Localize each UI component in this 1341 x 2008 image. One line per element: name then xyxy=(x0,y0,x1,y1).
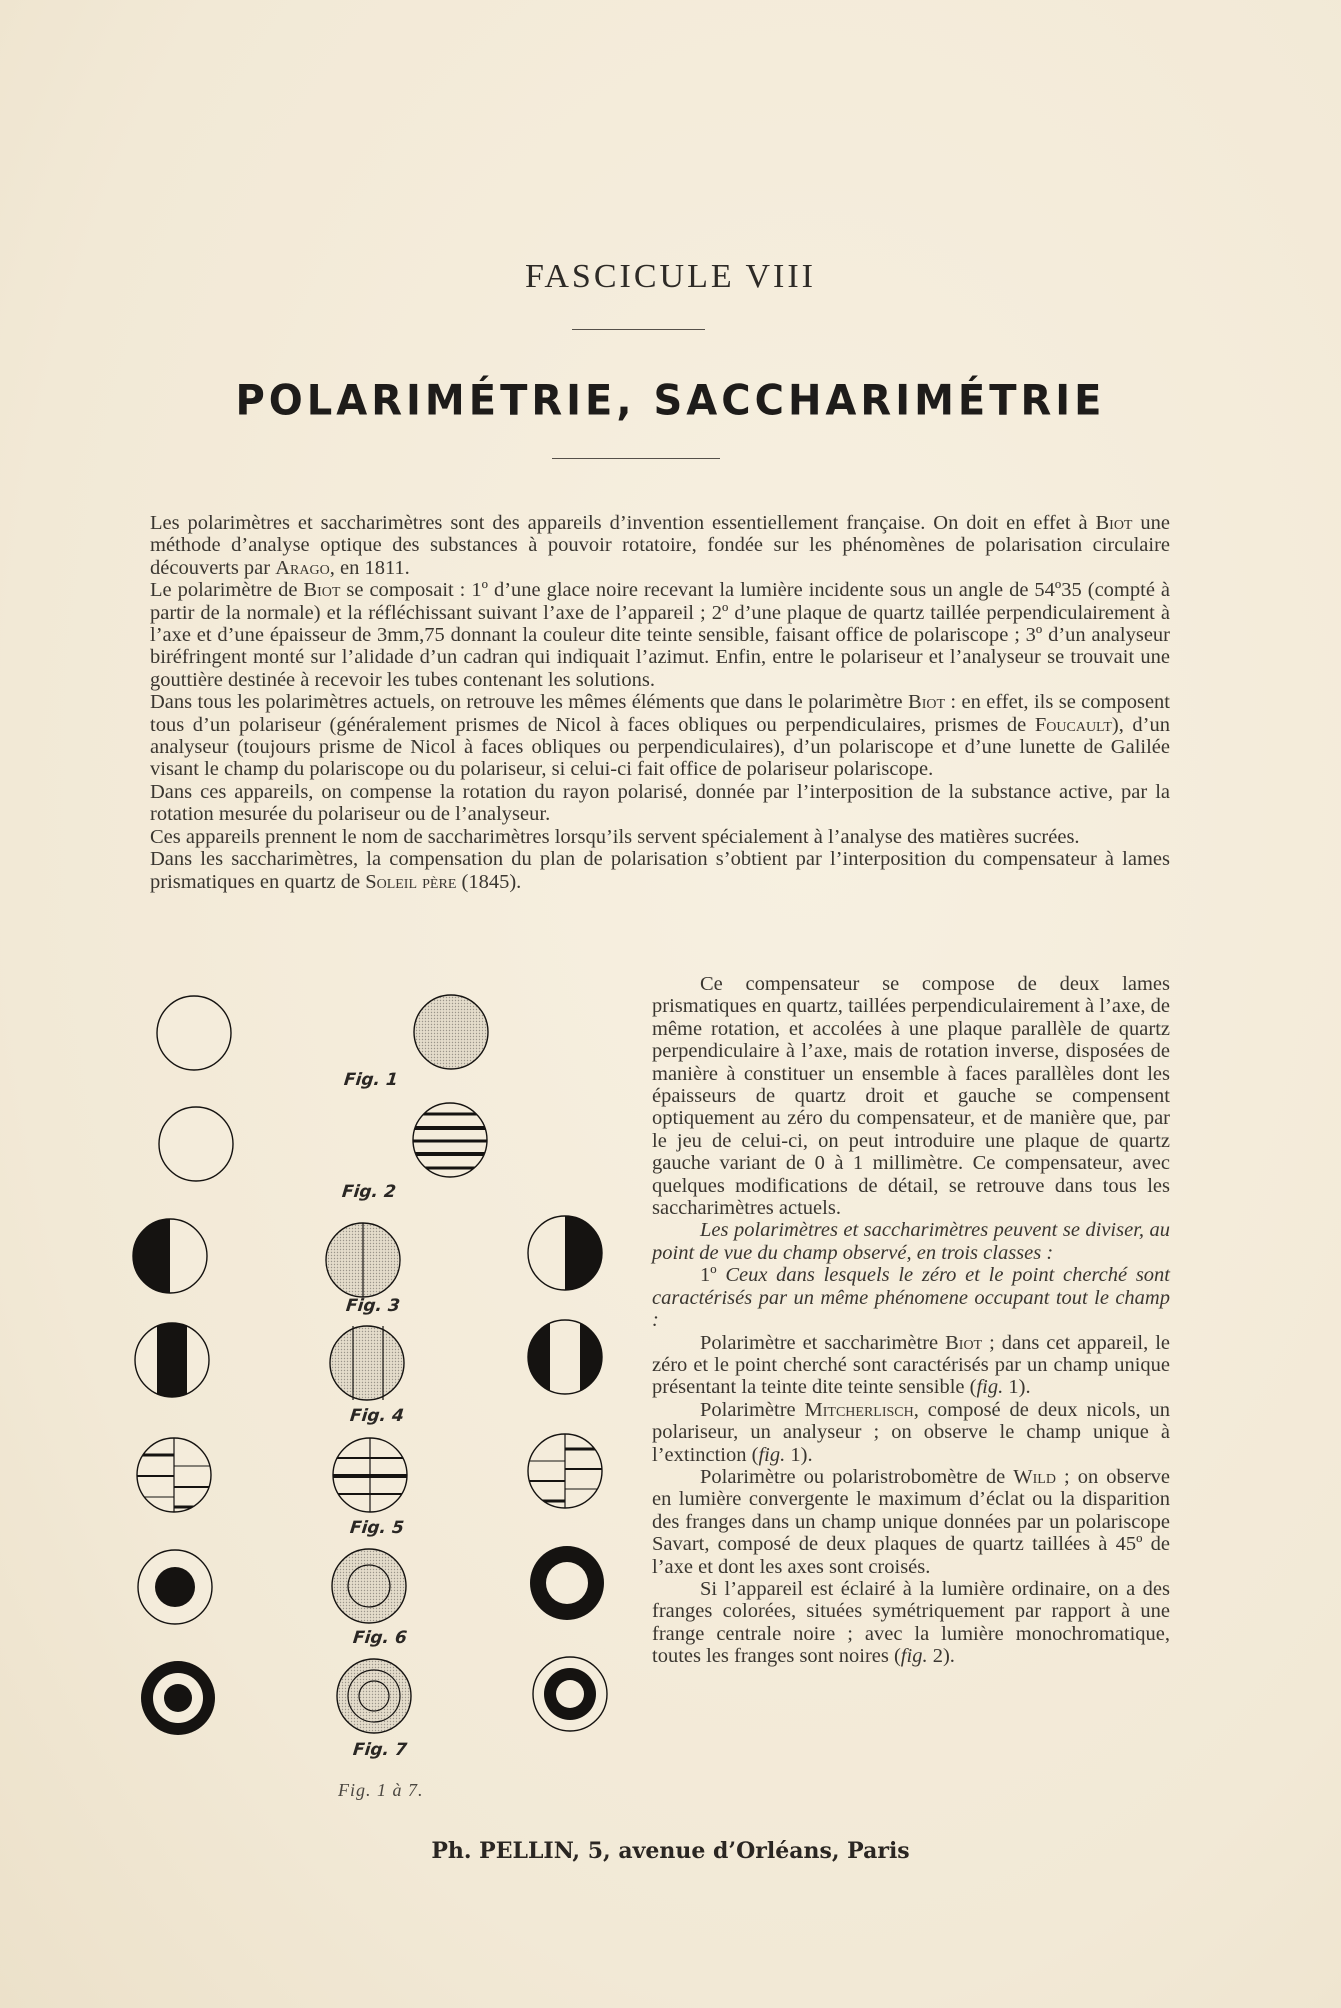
fig-label-3: Fig. 3 xyxy=(344,1296,401,1316)
fig2-disc-clear xyxy=(159,1107,233,1181)
text-run: 2). xyxy=(927,1645,955,1668)
proper-name: Wild xyxy=(1013,1465,1056,1488)
fig5-disc-offset-fringes xyxy=(134,1438,214,1512)
fig6-disc-dark-ring xyxy=(530,1546,604,1620)
fig3-disc-right-dark xyxy=(528,1213,605,1293)
proper-name: Foucault xyxy=(1034,713,1112,736)
title-rule xyxy=(552,458,720,459)
paragraph xyxy=(652,1219,1170,1264)
fig-label-5: Fig. 5 xyxy=(348,1518,405,1538)
text-run: , composé de deux nicols, un polariseur, un analyseur ; on observe le champ unique à l’extinction ( xyxy=(652,1398,1170,1466)
fig5-disc-aligned-fringes xyxy=(330,1438,410,1512)
italic-text: Ceux dans lesquels le zéro et le point cherché sont caractérisés par un même phénomene occupant tout le champ : xyxy=(652,1264,1171,1332)
text-run: Ces appareils prennent le nom de saccharimètres lorsqu’ils servent spécialement à l’analyse des matières sucrées. xyxy=(150,825,1080,848)
text-run: une méthode d’analyse optique des substances à pouvoir rotatoire, fondée sur les phénomènes de polarisation circulaire découverts par xyxy=(150,512,1171,579)
figure-caption: Fig. 1 à 7. xyxy=(338,1780,424,1800)
text-run: 1º xyxy=(700,1264,726,1287)
paragraph xyxy=(652,1578,1170,1668)
text-run: ; dans cet appareil, le zéro et le point cherché sont caractérisés par un champ unique présentant la teinte dite teinte sensible ( xyxy=(652,1331,1170,1399)
page-title: POLARIMÉTRIE, SACCHARIMÉTRIE xyxy=(235,376,1106,426)
paragraph xyxy=(150,579,1170,691)
text-run: , en 1811. xyxy=(329,556,410,579)
text-run: 1). xyxy=(1003,1376,1031,1399)
paragraph xyxy=(652,1399,1170,1466)
text-run: : en effet, ils se composent tous d’un polariseur (généralement prismes de Nicol à faces obliques ou perpendiculaires, prismes de xyxy=(150,691,1170,736)
body-text-right-column xyxy=(652,973,1170,1668)
text-run: Si l’appareil est éclairé à la lumière ordinaire, on a des franges colorées, situées symétriquement par rapport à une frange centrale noire ; avec la lumière monochromatique, toutes les franges sont noires ( xyxy=(652,1577,1170,1668)
fig-label-6: Fig. 6 xyxy=(351,1628,408,1648)
proper-name: Soleil père xyxy=(365,870,457,893)
proper-name: Arago xyxy=(275,556,330,579)
proper-name: Biot xyxy=(908,691,946,714)
text-run: se composait : 1º d’une glace noire recevant la lumière incidente sous un angle de 54º35 (compté à partir de la normale) et la réfléchissant suivant l’axe de l’appareil ; 2º d’une plaque de quartz taillée perpendiculairement à l’axe et d’une épaisseur de 3mm,75 donnant la couleur dite teinte sensible, faisant office de polariscope ; 3º d’un analyseur biréfringent monté sur l’alidade d’un cadran qui indiquait l’azimut. Enfin, entre le polariseur et l’analyseur se trouvait une gouttière destinée à recevoir les tubes contenant les solutions. xyxy=(150,579,1170,691)
paragraph xyxy=(150,781,1170,826)
paragraph xyxy=(150,512,1170,579)
italic-text: Les polarimètres et saccharimètres peuvent se diviser, au point de vue du champ observé, en trois classes : xyxy=(652,1219,1170,1264)
fig1-disc-clear xyxy=(157,996,231,1070)
figures-panel xyxy=(120,980,630,1820)
fig4-disc-sides-dark xyxy=(528,1317,602,1397)
paragraph xyxy=(652,1332,1170,1399)
figures-drawing xyxy=(120,980,630,1820)
text-run: Les polarimètres et saccharimètres sont des appareils d’invention essentiellement française. On doit en effet à xyxy=(150,512,1096,534)
text-run: Polarimètre ou polaristrobomètre de xyxy=(700,1465,1014,1488)
italic-text: fig. xyxy=(900,1645,928,1668)
text-run: Polarimètre xyxy=(700,1398,805,1421)
italic-text: fig. xyxy=(758,1443,786,1466)
fig1-disc-tinted xyxy=(414,995,488,1069)
paragraph xyxy=(652,1264,1170,1331)
text-run: 1). xyxy=(785,1443,813,1466)
body-text-full-width xyxy=(150,512,1170,893)
text-run: Le polarimètre de xyxy=(150,579,304,602)
heading-rule xyxy=(572,329,705,330)
fig6-disc-tinted-ring xyxy=(332,1549,406,1623)
fig-label-2: Fig. 2 xyxy=(340,1182,397,1202)
paragraph xyxy=(150,826,1170,848)
proper-name: Biot xyxy=(945,1331,983,1354)
proper-name: Mitcherlisch xyxy=(804,1398,914,1421)
fig-label-1: Fig. 1 xyxy=(342,1070,399,1090)
fig6-disc-dark-center xyxy=(138,1550,212,1624)
paragraph xyxy=(652,1466,1170,1578)
fascicule-heading: FASCICULE VIII xyxy=(524,258,817,295)
fig2-disc-fringes xyxy=(410,1103,490,1177)
text-run: Polarimètre et saccharimètre xyxy=(700,1331,946,1354)
fig-label-7: Fig. 7 xyxy=(351,1740,408,1760)
paragraph xyxy=(150,848,1170,893)
fig5-disc-offset-fringes-reverse xyxy=(525,1434,605,1508)
text-run: ; on observe en lumière convergente le maximum d’éclat ou la disparition des franges dans un champ unique données par un polariscope Savart, composé de deux plaques de quartz taillées à 45º de l’axe et dont les axes sont croisés. xyxy=(652,1465,1170,1578)
fig4-disc-tinted-triple xyxy=(330,1326,404,1400)
text-run: ), d’un analyseur (toujours prisme de Nicol à faces obliques ou perpendiculaires), d’un polariscope et d’une lunette de Galilée visant le champ du polariscope ou du polariseur, si celui-ci fait office de polariseur polariscope. xyxy=(150,713,1171,781)
fig7-disc-tinted-rings xyxy=(337,1659,411,1733)
fig-label-4: Fig. 4 xyxy=(348,1406,405,1426)
paragraph xyxy=(652,973,1170,1219)
fig3-disc-left-dark xyxy=(130,1216,207,1296)
paragraph xyxy=(150,691,1170,781)
fig4-disc-center-dark xyxy=(135,1320,209,1400)
fig3-disc-tinted-split xyxy=(326,1223,400,1297)
text-run: Dans tous les polarimètres actuels, on retrouve les mêmes éléments que dans le polarimètre xyxy=(150,691,909,714)
text-run: Dans ces appareils, on compense la rotation du rayon polarisé, donnée par l’interposition de la substance active, par la rotation mesurée du polariseur ou de l’analyseur. xyxy=(150,780,1170,826)
text-run: (1845). xyxy=(456,870,522,893)
proper-name: Biot xyxy=(1095,512,1133,534)
fig7-disc-target xyxy=(141,1661,215,1735)
text-run: Ce compensateur se compose de deux lames prismatiques en quartz, taillées perpendiculairement à l’axe, de même rotation, et accolées à une plaque parallèle de quartz perpendiculaire à l’axe, mais de rotation inverse, disposées de manière à constituer un ensemble à faces parallèles dont les épaisseurs de quartz droit et gauche se compensent optiquement au zéro du compensateur, et de manière que, par le jeu de celui-ci, on peut introduire une plaque de quartz gauche variant de 0 à 1 millimètre. Ce compensateur, avec quelques modifications de détail, se retrouve dans tous les saccharimètres actuels. xyxy=(652,973,1170,1220)
text-run: Dans les saccharimètres, la compensation du plan de polarisation s’obtient par l’interposition du compensateur à lames prismatiques en quartz de xyxy=(150,848,1170,893)
publisher-footer: Ph. PELLIN, 5, avenue d’Orléans, Paris xyxy=(431,1838,910,1864)
proper-name: Biot xyxy=(303,579,341,602)
fig7-disc-dark-annulus xyxy=(533,1657,607,1731)
italic-text: fig. xyxy=(976,1376,1004,1399)
